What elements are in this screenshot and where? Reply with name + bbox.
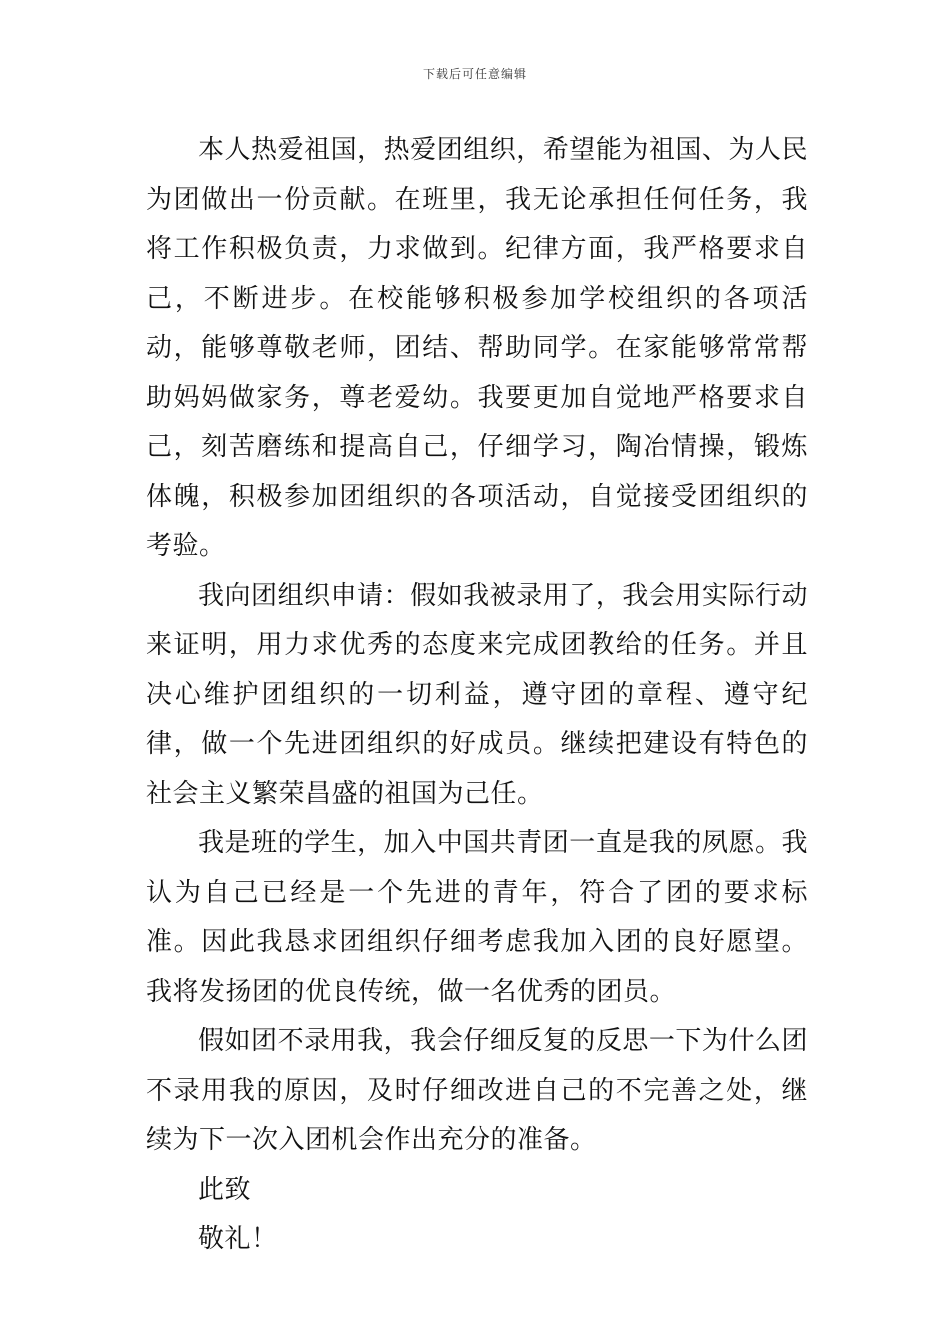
paragraph-1: 本人热爱祖国，热爱团组织，希望能为祖国、为人民为团做出一份贡献。在班里，我无论承担任何任务，我将工作积极负责，力求做到。纪律方面，我严格要求自己，不断进步。在校能够积极参加学校组织的各项活动，能够尊敬老师，团结、帮助同学。在家能够常常帮助妈妈做家务，尊老爱幼。我要更加自觉地严格要求自己，刻苦磨练和提高自己，仔细学习，陶冶情操，锻炼体魄，积极参加团组织的各项活动，自觉接受团组织的考验。 xyxy=(146,135,808,561)
paragraph-2: 我向团组织申请：假如我被录用了，我会用实际行动来证明，用力求优秀的态度来完成团教给的任务。并且决心维护团组织的一切利益，遵守团的章程、遵守纪律，做一个先进团组织的好成员。继续把建设有特色的社会主义繁荣昌盛的祖国为己任。 xyxy=(146,580,808,809)
letter-body xyxy=(146,126,808,1265)
closing-regards: 敬礼！ xyxy=(198,1224,278,1254)
paragraph-4: 假如团不录用我，我会仔细反复的反思一下为什么团不录用我的原因，及时仔细改进自己的不完善之处，继续为下一次入团机会作出充分的准备。 xyxy=(146,1026,808,1155)
closing-salutation: 此致 xyxy=(198,1174,252,1205)
header-note: 下载后可任意编辑 xyxy=(422,67,527,81)
paragraph-3: 我是班的学生，加入中国共青团一直是我的夙愿。我认为自己已经是一个先进的青年，符合了团的要求标准。因此我恳求团组织仔细考虑我加入团的良好愿望。我将发扬团的优良传统，做一名优秀的团员。 xyxy=(146,828,808,1007)
